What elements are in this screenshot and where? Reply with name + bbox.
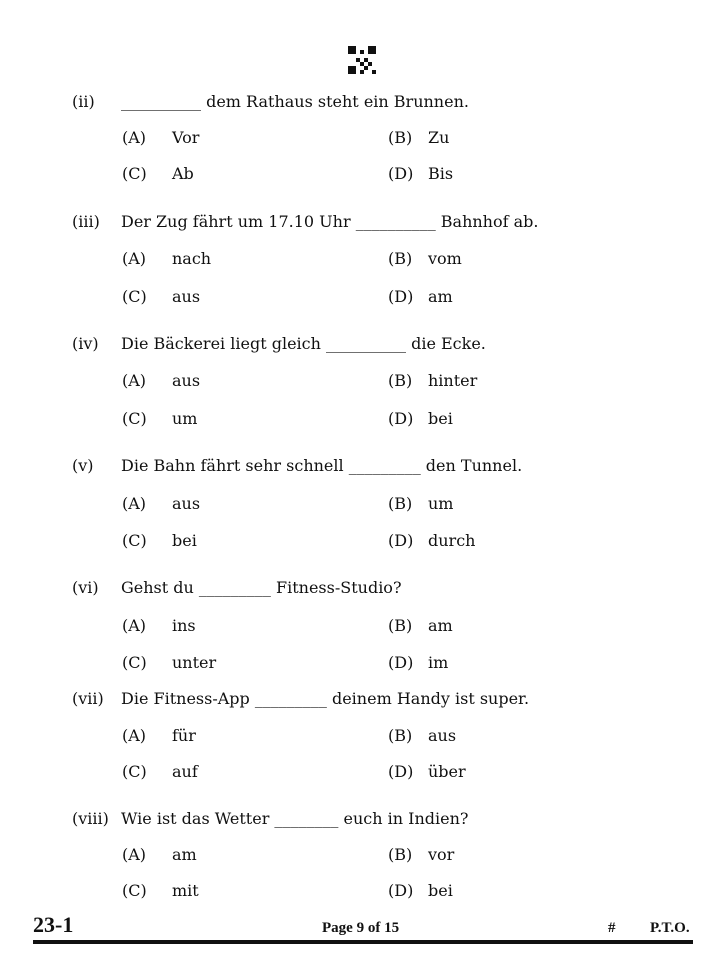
option-letter: (D): [388, 287, 414, 306]
option-letter: (C): [122, 287, 147, 306]
option-text: Bis: [428, 164, 454, 183]
question-number: (ii): [72, 92, 95, 111]
option-letter: (C): [122, 531, 147, 550]
option-text: bei: [428, 409, 453, 428]
option-text: um: [428, 494, 454, 513]
option-text: im: [428, 653, 449, 672]
option-text: bei: [428, 881, 453, 900]
option-text: vom: [428, 249, 462, 268]
option-letter: (A): [122, 726, 147, 745]
option-text: Zu: [428, 128, 450, 147]
option-text: am: [172, 845, 197, 864]
option-text: mit: [172, 881, 199, 900]
option-text: über: [428, 762, 466, 781]
option-letter: (B): [388, 249, 413, 268]
option-text: vor: [428, 845, 455, 864]
question-text: Die Fitness-App _________ deinem Handy ist super.: [121, 689, 530, 708]
question-number: (iii): [72, 212, 100, 231]
option-text: Ab: [172, 164, 194, 183]
question-number: (viii): [72, 809, 109, 828]
paper-code: 23-1: [33, 912, 74, 937]
option-letter: (C): [122, 164, 147, 183]
question-text: Die Bäckerei liegt gleich __________ die Ecke.: [121, 334, 486, 353]
qr-code-icon: [348, 46, 376, 74]
option-letter: (C): [122, 881, 147, 900]
option-letter: (A): [122, 249, 147, 268]
option-letter: (A): [122, 371, 147, 390]
option-text: unter: [172, 653, 217, 672]
option-text: auf: [172, 762, 198, 781]
question-text: Wie ist das Wetter ________ euch in Indien?: [121, 809, 469, 828]
option-letter: (C): [122, 409, 147, 428]
option-text: aus: [172, 371, 201, 390]
option-letter: (A): [122, 494, 147, 513]
option-text: durch: [428, 531, 476, 550]
option-text: am: [428, 287, 453, 306]
option-letter: (B): [388, 726, 413, 745]
footer-rule: [33, 940, 693, 944]
option-letter: (B): [388, 616, 413, 635]
option-text: aus: [428, 726, 457, 745]
question-text: __________ dem Rathaus steht ein Brunnen.: [121, 92, 469, 111]
question-number: (v): [72, 456, 94, 475]
option-letter: (D): [388, 762, 414, 781]
option-text: bei: [172, 531, 197, 550]
option-text: um: [172, 409, 198, 428]
option-letter: (D): [388, 409, 414, 428]
question-number: (vii): [72, 689, 104, 708]
option-letter: (B): [388, 371, 413, 390]
question-number: (vi): [72, 578, 99, 597]
option-text: ins: [172, 616, 196, 635]
question-text: Gehst du _________ Fitness-Studio?: [121, 578, 402, 597]
question-text: Die Bahn fährt sehr schnell _________ den Tunnel.: [121, 456, 523, 475]
question-text: Der Zug fährt um 17.10 Uhr __________ Bahnhof ab.: [121, 212, 539, 231]
option-text: nach: [172, 249, 212, 268]
option-letter: (D): [388, 653, 414, 672]
page-number: Page 9 of 15: [322, 920, 400, 936]
option-letter: (D): [388, 531, 414, 550]
option-letter: (D): [388, 881, 414, 900]
option-letter: (D): [388, 164, 414, 183]
option-text: für: [172, 726, 196, 745]
option-letter: (A): [122, 616, 147, 635]
option-text: aus: [172, 494, 201, 513]
option-letter: (C): [122, 653, 147, 672]
option-letter: (C): [122, 762, 147, 781]
option-letter: (B): [388, 494, 413, 513]
option-letter: (A): [122, 845, 147, 864]
option-letter: (B): [388, 845, 413, 864]
option-text: aus: [172, 287, 201, 306]
option-letter: (A): [122, 128, 147, 147]
hash-mark: #: [608, 920, 616, 936]
pto-label: P.T.O.: [650, 920, 690, 936]
option-text: Vor: [172, 128, 200, 147]
question-number: (iv): [72, 334, 99, 353]
option-letter: (B): [388, 128, 413, 147]
option-text: hinter: [428, 371, 478, 390]
option-text: am: [428, 616, 453, 635]
